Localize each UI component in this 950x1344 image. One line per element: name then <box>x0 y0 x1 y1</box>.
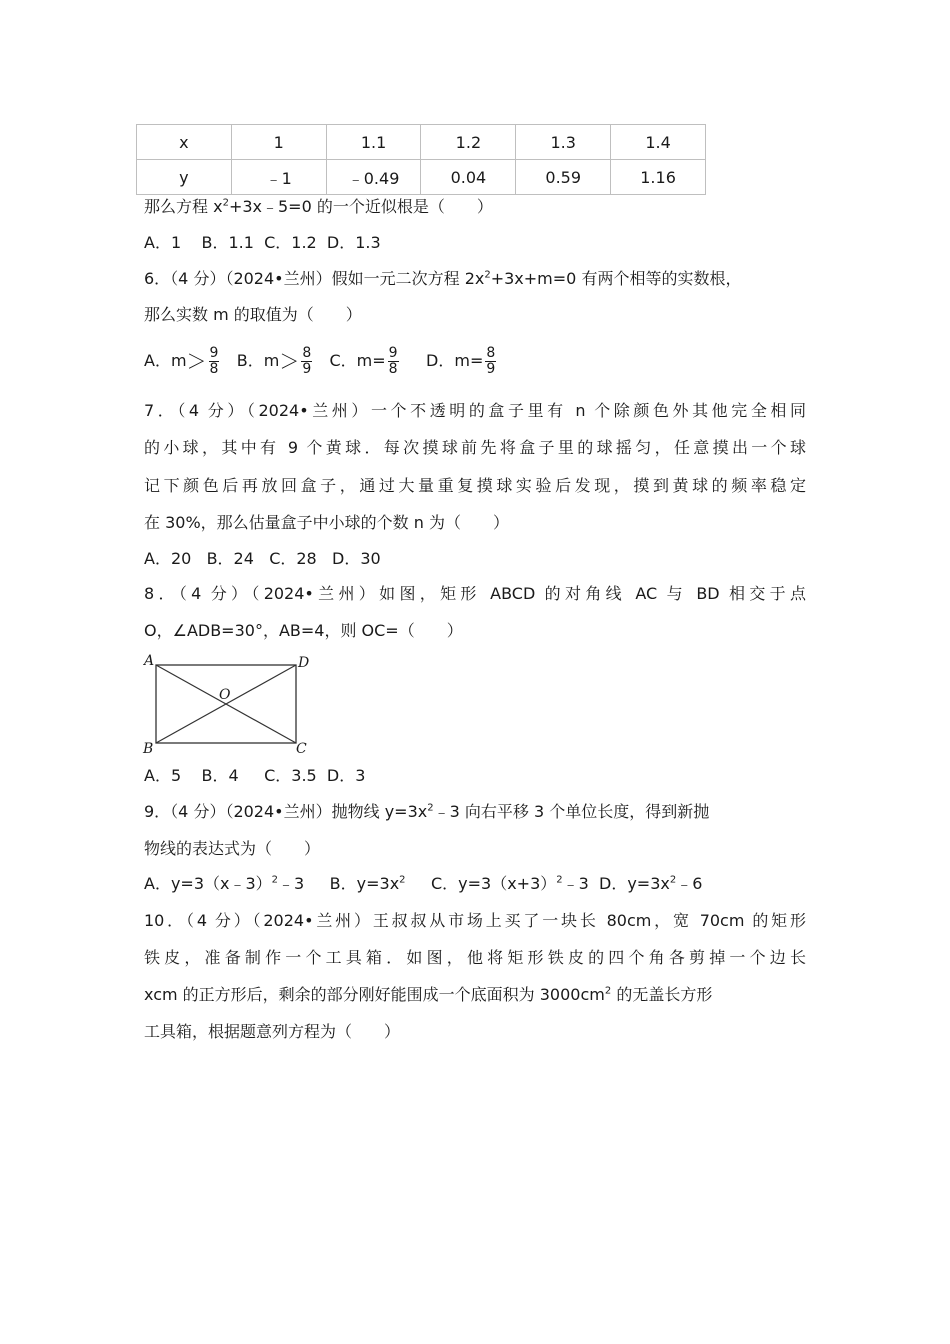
q8-options <box>144 765 365 787</box>
q6-line-2: 那么实数 m 的取值为（ ） <box>144 305 362 324</box>
superscript: 2 <box>556 874 563 886</box>
option-c <box>431 873 589 895</box>
superscript: 2 <box>427 802 434 814</box>
q6-line-1 <box>144 268 741 290</box>
table-row <box>137 125 706 160</box>
superscript: 2 <box>399 874 406 886</box>
option-b <box>237 344 315 379</box>
numerator: 9 <box>209 345 219 361</box>
text: ﹣3 <box>278 874 305 893</box>
option-b: B．1.1 <box>201 233 254 252</box>
text: C．y=3（x+3） <box>430 874 557 893</box>
text: B．y=3x <box>329 874 400 893</box>
option-c: C．28 <box>269 549 317 568</box>
superscript: 2 <box>669 874 677 886</box>
q7-line-3: 记下颜色后再放回盒子，通过大量重复摸球实验后发现，摸到黄球的频率稳定 <box>144 476 806 495</box>
text: A．y=3（x﹣3） <box>144 874 272 893</box>
q7-line-1: 7．（4 分）（2024•兰州）一个不透明的盒子里有 n 个除颜色外其他完全相同 <box>144 401 806 420</box>
table-cell: 1 <box>231 125 326 160</box>
label-o: O <box>219 687 231 703</box>
text: 9．（4 分）（2024•兰州）抛物线 y=3x <box>144 802 428 821</box>
option-label: C．m= <box>329 351 386 370</box>
option-d <box>426 344 498 378</box>
table-cell: 0.59 <box>516 160 611 195</box>
q7-line-4: 在 30%，那么估量盒子中小球的个数 n 为（ ） <box>144 513 509 532</box>
denominator: 9 <box>302 361 312 377</box>
table-cell: ﹣1 <box>231 160 326 195</box>
option-b: B．24 <box>206 549 254 568</box>
superscript: 2 <box>604 985 612 997</box>
table-cell: 1.4 <box>611 125 706 160</box>
label-c: C <box>296 741 307 757</box>
q10-line-3 <box>144 984 712 1006</box>
table-cell: y <box>137 160 232 195</box>
option-b <box>330 873 406 895</box>
option-c: C．3.5 <box>264 766 317 785</box>
option-c <box>330 344 401 378</box>
option-a <box>144 873 304 895</box>
q9-options <box>144 873 702 895</box>
greater-than-sign: ＞ <box>279 349 300 374</box>
fraction <box>485 346 496 377</box>
q10-line-1: 10．（4 分）（2024•兰州）王叔叔从市场上买了一块长 80cm，宽 70cm 的矩形 <box>144 911 806 930</box>
table-cell: x <box>137 125 232 160</box>
table-cell: ﹣0.49 <box>326 160 421 195</box>
superscript: 2 <box>222 197 229 209</box>
q10-line-2: 铁皮，准备制作一个工具箱．如图，他将矩形铁皮的四个角各剪掉一个边长 <box>144 948 806 967</box>
q10-line-4: 工具箱，根据题意列方程为（ ） <box>144 1022 401 1041</box>
option-b: B．4 <box>201 766 239 785</box>
q9-line-2: 物线的表达式为（ ） <box>144 839 321 858</box>
denominator: 8 <box>209 361 219 377</box>
option-d <box>599 873 702 895</box>
table-row <box>137 160 706 195</box>
option-label: B．m <box>236 351 280 370</box>
table-cell: 1.2 <box>421 125 516 160</box>
q7-line-2: 的小球，其中有 9 个黄球．每次摸球前先将盒子里的球摇匀，任意摸出一个球 <box>144 438 806 457</box>
label-b: B <box>143 741 154 757</box>
label-d: D <box>298 655 310 671</box>
text: xcm 的正方形后，剩余的部分刚好能围成一个底面积为 3000cm <box>144 985 605 1004</box>
rectangle-diagram <box>140 652 320 760</box>
option-d: D．30 <box>332 549 381 568</box>
fraction <box>209 346 220 377</box>
option-d: D．3 <box>326 766 366 785</box>
label-a: A <box>144 653 155 669</box>
option-label: D．m= <box>426 351 484 370</box>
option-a <box>144 344 221 379</box>
option-d: D．1.3 <box>326 233 381 252</box>
q7-options <box>144 548 381 570</box>
fraction <box>388 346 399 377</box>
q5-stem <box>144 196 493 218</box>
q5-options <box>144 232 381 254</box>
option-a: A．1 <box>144 233 182 252</box>
text: 6．（4 分）（2024•兰州）假如一元二次方程 2x <box>144 269 485 288</box>
q8-line-1: 8．（4 分）（2024•兰州）如图，矩形 ABCD 的对角线 AC 与 BD 相交于点 <box>144 584 806 603</box>
text: ﹣3 <box>562 874 589 893</box>
text: +3x+m=0 有两个相等的实数根， <box>490 269 742 288</box>
option-c: C．1.2 <box>264 233 317 252</box>
xy-value-table <box>136 124 706 195</box>
q9-line-1 <box>144 801 709 823</box>
option-label: A．m <box>144 351 187 370</box>
q8-line-2: O，∠ADB=30°，AB=4，则 OC=（ ） <box>144 621 463 640</box>
text: ﹣3 向右平移 3 个单位长度，得到新抛 <box>433 802 710 821</box>
superscript: 2 <box>271 874 279 886</box>
denominator: 9 <box>486 361 496 377</box>
table-cell: 1.3 <box>516 125 611 160</box>
table-cell: 1.16 <box>611 160 706 195</box>
numerator: 8 <box>302 345 312 361</box>
denominator: 8 <box>388 361 398 377</box>
numerator: 9 <box>388 345 398 361</box>
greater-than-sign: ＞ <box>186 349 207 374</box>
numerator: 8 <box>486 345 496 361</box>
text: +3x﹣5=0 的一个近似根是（ ） <box>228 197 493 216</box>
option-a: A．5 <box>144 766 182 785</box>
text: 那么方程 x <box>144 197 223 216</box>
table-cell: 0.04 <box>421 160 516 195</box>
table-cell: 1.1 <box>326 125 421 160</box>
superscript: 2 <box>484 269 491 281</box>
text: 的无盖长方形 <box>611 985 713 1004</box>
q6-options <box>144 344 498 379</box>
option-a: A．20 <box>144 549 192 568</box>
fraction <box>301 346 312 377</box>
text: ﹣6 <box>676 874 703 893</box>
text: D．y=3x <box>599 874 670 893</box>
